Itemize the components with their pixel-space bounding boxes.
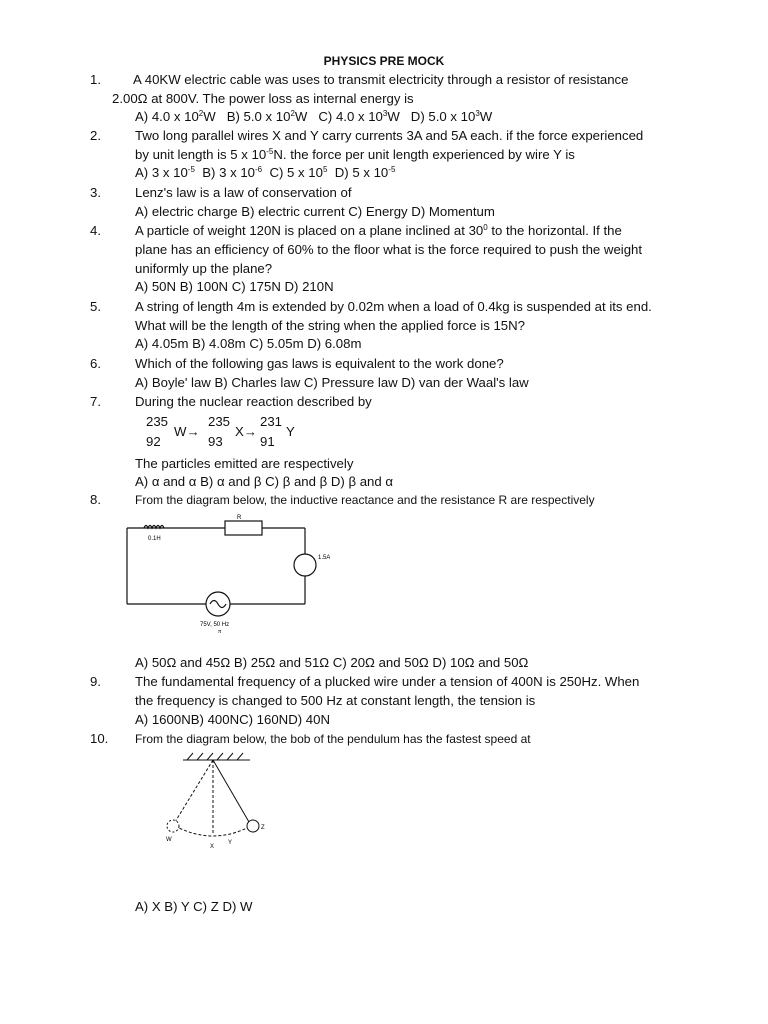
question-2-options: A) 3 x $10^{-5}$ B) 3 x $10^{-6}$ C) 5 x $10^5$ D) 5 x $10^{-5}$ (135, 165, 396, 180)
question-5-options: A) 4.05m B) 4.08m C) 5.05m D) 6.08m (135, 336, 362, 351)
label-y: Y (228, 840, 233, 846)
question-8-text: From the diagram below, the inductive reactance and the resistance R are respectively (135, 493, 595, 507)
inductor-label: 0.1H (148, 536, 161, 542)
question-8-options: A) 50Ω and 45Ω B) 25Ω and 51Ω C) 20Ω and 50Ω D) 10Ω and 50Ω (135, 655, 529, 670)
question-9-text-cont: the frequency is changed to 500 Hz at constant length, the tension is (135, 693, 536, 708)
question-9-number: 9. (90, 674, 101, 689)
question-5-number: 5. (90, 299, 101, 314)
question-1-text: A 40KW electric cable was uses to transmit electricity through a resistor of resistance (133, 72, 629, 87)
y-mass-number: 231 (260, 414, 283, 429)
ammeter-label: 1.5A (318, 555, 330, 561)
question-4-text: A particle of weight 120N is placed on a plane inclined at $30^0$ to the horizontal. If the (135, 223, 622, 238)
question-2-text: Two long parallel wires X and Y carry currents 3A and 5A each. if the force experienced (135, 128, 644, 143)
source-sub-label: π (218, 629, 222, 635)
label-z: Z (261, 825, 265, 831)
source-label: 75V, 50 Hz (200, 622, 230, 628)
question-5-text: A string of length 4m is extended by 0.02m when a load of 0.4kg is suspended at its end. (135, 299, 652, 314)
x-symbol: X→ (235, 424, 257, 439)
question-4-options: A) 50N B) 100N C) 175N D) 210N (135, 279, 334, 294)
question-1-options: A) 4.0 x $10^2W$ B) 5.0 x $10^2W$ C) 4.0 x $10^3W$ D) 5.0 x $10^3W$ (135, 109, 493, 124)
question-5-text-cont: What will be the length of the string when the applied force is 15N? (135, 318, 525, 333)
question-2-number: 2. (90, 128, 101, 143)
ammeter (294, 554, 316, 576)
question-9-options: A) 1600NB) 400NC) 160ND) 40N (135, 712, 330, 727)
y-atomic-number: 91 (260, 434, 275, 449)
question-10-options: A) X B) Y C) Z D) W (135, 899, 253, 914)
string-left (175, 760, 213, 822)
string-right (213, 760, 249, 822)
pendulum-diagram (155, 750, 275, 855)
w-mass-number: 235 (146, 414, 169, 429)
question-1-number: 1. (90, 72, 101, 87)
resistor (225, 521, 262, 535)
question-7-text-cont: The particles emitted are respectively (135, 456, 354, 471)
x-mass-number: 235 (208, 414, 231, 429)
label-x: X (210, 844, 215, 850)
support-hatch (187, 753, 243, 760)
question-7-options: A) α and α B) α and β C) β and β D) β and α (135, 474, 394, 489)
y-symbol: Y (286, 424, 295, 439)
page-title: PHYSICS PRE MOCK (323, 54, 445, 68)
question-1-text-cont: 2.00Ω at 800V. The power loss as internal energy is (112, 91, 414, 106)
bob-z (247, 820, 259, 832)
question-4-text-cont2: uniformly up the plane? (135, 261, 273, 276)
w-atomic-number: 92 (146, 434, 161, 449)
question-6-number: 6. (90, 356, 101, 371)
question-6-text: Which of the following gas laws is equivalent to the work done? (135, 356, 504, 371)
question-10-text: From the diagram below, the bob of the pendulum has the fastest speed at (135, 732, 531, 746)
question-4-text-cont: plane has an efficiency of 60% to the floor what is the force required to push the weight (135, 242, 643, 257)
resistor-label: R (237, 515, 242, 521)
question-7-number: 7. (90, 394, 101, 409)
question-3-options: A) electric charge B) electric current C) Energy D) Momentum (135, 204, 495, 219)
question-2-text-cont: by unit length is 5 x $10^{-5}N$. the force per unit length experienced by wire Y is (135, 147, 575, 162)
x-atomic-number: 93 (208, 434, 223, 449)
question-6-options: A) Boyle' law B) Charles law C) Pressure law D) van der Waal's law (135, 375, 529, 390)
question-3-number: 3. (90, 185, 101, 200)
bob-w (167, 820, 179, 832)
question-9-text: The fundamental frequency of a plucked wire under a tension of 400N is 250Hz. When (135, 674, 640, 689)
w-symbol: W→ (174, 424, 200, 439)
question-4-number: 4. (90, 223, 101, 238)
circuit-diagram (120, 512, 330, 637)
label-w: W (166, 837, 172, 843)
question-3-text: Lenz's law is a law of conservation of (135, 185, 352, 200)
question-7-text: During the nuclear reaction described by (135, 394, 372, 409)
question-10-number: 10. (90, 731, 109, 746)
question-8-number: 8. (90, 492, 101, 507)
